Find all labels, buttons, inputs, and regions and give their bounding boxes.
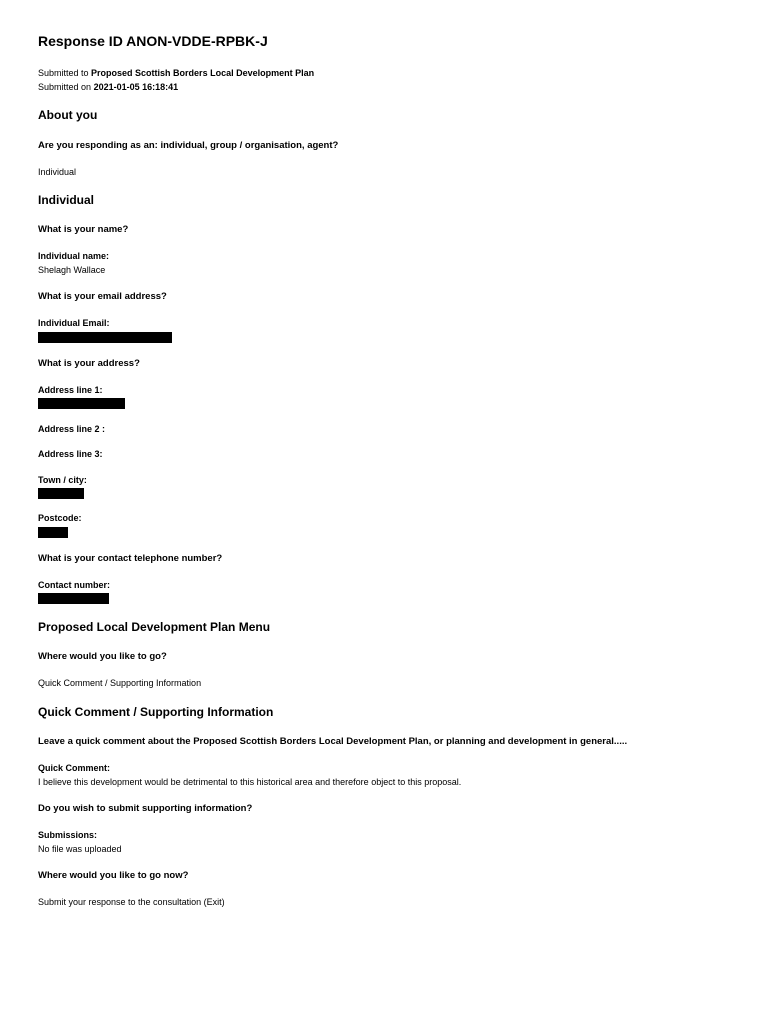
about-you-heading: About you xyxy=(38,108,98,122)
submitted-on-label: Submitted on xyxy=(38,82,92,92)
address-line-3-label: Address line 3: xyxy=(38,449,103,459)
address-line-1-redaction xyxy=(38,398,125,409)
email-label: Individual Email: xyxy=(38,318,110,328)
name-question: What is your name? xyxy=(38,224,129,235)
phone-redaction xyxy=(38,593,109,604)
menu-answer: Quick Comment / Supporting Information xyxy=(38,678,202,688)
submitted-to-value: Proposed Scottish Borders Local Development Plan xyxy=(91,68,315,78)
name-label: Individual name: xyxy=(38,251,110,261)
quick-comment-question: Leave a quick comment about the Proposed Scottish Borders Local Development Plan, or planning and development in general..... xyxy=(38,736,628,747)
submitted-on-line xyxy=(38,82,178,92)
supporting-info-question: Do you wish to submit supporting information? xyxy=(38,803,253,814)
email-question: What is your email address? xyxy=(38,291,167,302)
submitted-to-label: Submitted to xyxy=(38,68,89,78)
postcode-redaction xyxy=(38,527,68,538)
address-question: What is your address? xyxy=(38,358,140,369)
quick-comment-heading: Quick Comment / Supporting Information xyxy=(38,705,274,719)
respondent-type-answer: Individual xyxy=(38,167,77,177)
submitted-to-line xyxy=(38,68,314,78)
address-line-1-label: Address line 1: xyxy=(38,385,103,395)
response-title: Response ID ANON-VDDE-RPBK-J xyxy=(38,33,268,49)
individual-heading: Individual xyxy=(38,193,95,207)
next-step-question: Where would you like to go now? xyxy=(38,870,189,881)
email-redaction xyxy=(38,332,172,343)
address-line-2-label: Address line 2 : xyxy=(38,424,106,434)
submissions-label: Submissions: xyxy=(38,830,98,840)
postcode-label: Postcode: xyxy=(38,513,82,523)
next-step-answer: Submit your response to the consultation (Exit) xyxy=(38,897,225,907)
quick-comment-label: Quick Comment: xyxy=(38,763,111,773)
respondent-type-question: Are you responding as an: individual, group / organisation, agent? xyxy=(38,140,339,151)
name-value: Shelagh Wallace xyxy=(38,265,106,275)
town-redaction xyxy=(38,488,84,499)
phone-label: Contact number: xyxy=(38,580,110,590)
town-label: Town / city: xyxy=(38,475,87,485)
menu-question: Where would you like to go? xyxy=(38,651,167,662)
phone-question: What is your contact telephone number? xyxy=(38,553,223,564)
submitted-on-value: 2021-01-05 16:18:41 xyxy=(93,82,179,92)
menu-heading: Proposed Local Development Plan Menu xyxy=(38,620,271,634)
quick-comment-value: I believe this development would be detrimental to this historical area and therefore object to this proposal. xyxy=(38,777,462,787)
submissions-value: No file was uploaded xyxy=(38,844,122,854)
